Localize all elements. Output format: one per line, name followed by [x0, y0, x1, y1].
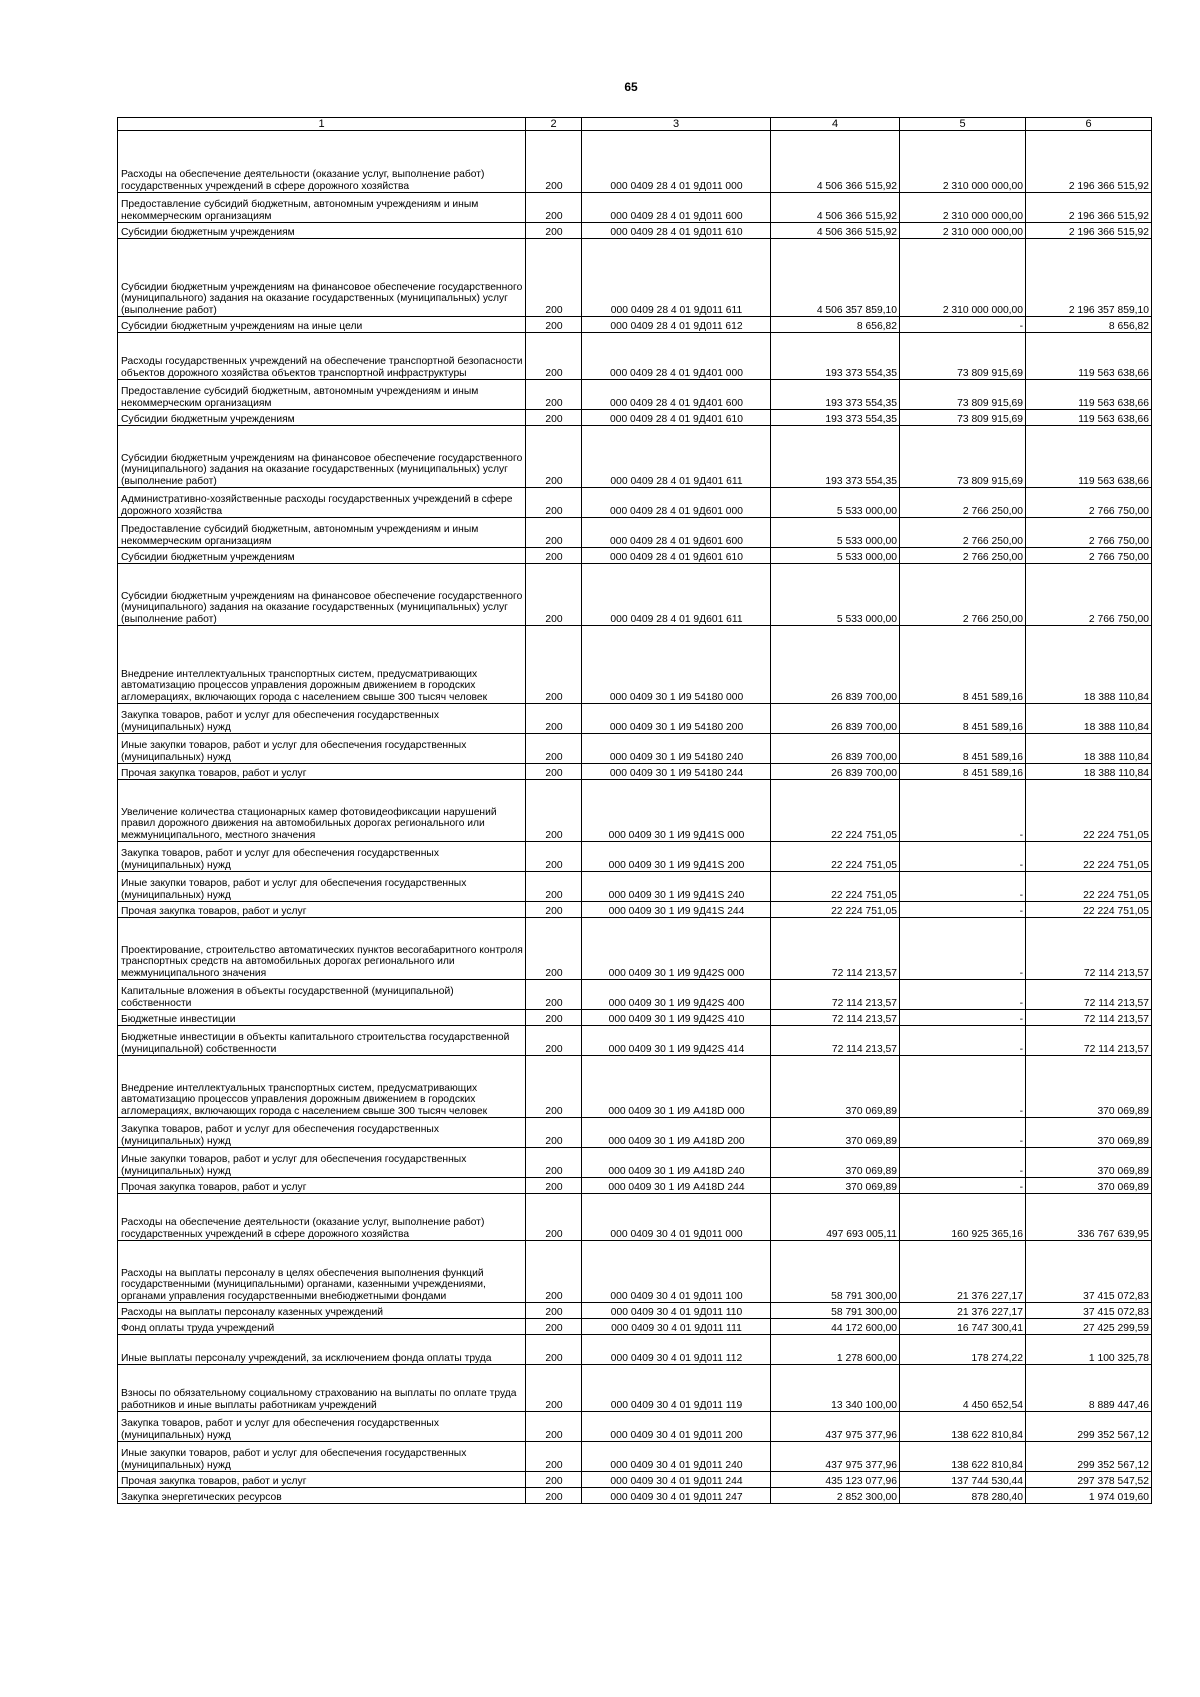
row-grbs-code: 200: [526, 780, 582, 842]
row-approved-amount: 497 693 005,11: [771, 1194, 900, 1241]
row-unexecuted-amount: 2 766 750,00: [1026, 564, 1152, 626]
table-row: [118, 1241, 1152, 1303]
row-approved-amount: 193 373 554,35: [771, 380, 900, 410]
row-name: Субсидии бюджетным учреждениям: [118, 548, 526, 564]
row-name: Иные закупки товаров, работ и услуг для обеспечения государственных (муниципальных) нужд: [118, 734, 526, 764]
table-row: [118, 918, 1152, 980]
row-unexecuted-amount: 119 563 638,66: [1026, 380, 1152, 410]
row-approved-amount: 72 114 213,57: [771, 1010, 900, 1026]
row-name: Капитальные вложения в объекты государственной (муниципальной) собственности: [118, 980, 526, 1010]
table-row: [118, 317, 1152, 333]
row-executed-amount: -: [900, 317, 1026, 333]
row-budget-classification-code: 000 0409 30 4 01 9Д011 100: [582, 1241, 771, 1303]
row-budget-classification-code: 000 0409 30 4 01 9Д011 240: [582, 1442, 771, 1472]
row-budget-classification-code: 000 0409 30 4 01 9Д011 119: [582, 1365, 771, 1412]
row-grbs-code: 200: [526, 918, 582, 980]
row-unexecuted-amount: 8 889 447,46: [1026, 1365, 1152, 1412]
row-unexecuted-amount: 37 415 072,83: [1026, 1303, 1152, 1319]
row-name: Субсидии бюджетным учреждениям на финансовое обеспечение государственного (муниципального) задания на оказание государственных (муниципальных) услуг (выполнение работ): [118, 426, 526, 488]
row-budget-classification-code: 000 0409 30 1 И9 9Д42S 000: [582, 918, 771, 980]
row-grbs-code: 200: [526, 1365, 582, 1412]
row-approved-amount: 13 340 100,00: [771, 1365, 900, 1412]
row-executed-amount: -: [900, 1118, 1026, 1148]
row-grbs-code: 200: [526, 1241, 582, 1303]
row-executed-amount: 73 809 915,69: [900, 426, 1026, 488]
row-name: Увеличение количества стационарных камер фотовидеофиксации нарушений правил дорожного движения на автомобильных дорогах регионального или межмуниципального, местного значения: [118, 780, 526, 842]
row-budget-classification-code: 000 0409 30 1 И9 54180 200: [582, 704, 771, 734]
row-grbs-code: 200: [526, 410, 582, 426]
table-row: [118, 1335, 1152, 1365]
row-executed-amount: 2 310 000 000,00: [900, 223, 1026, 239]
table-row: [118, 902, 1152, 918]
row-unexecuted-amount: 370 069,89: [1026, 1148, 1152, 1178]
row-grbs-code: 200: [526, 548, 582, 564]
row-unexecuted-amount: 72 114 213,57: [1026, 918, 1152, 980]
row-executed-amount: 2 310 000 000,00: [900, 239, 1026, 317]
row-approved-amount: 193 373 554,35: [771, 333, 900, 380]
row-grbs-code: 200: [526, 1194, 582, 1241]
row-executed-amount: 21 376 227,17: [900, 1241, 1026, 1303]
row-executed-amount: 2 310 000 000,00: [900, 193, 1026, 223]
row-approved-amount: 370 069,89: [771, 1148, 900, 1178]
row-grbs-code: 200: [526, 223, 582, 239]
table-row: [118, 1194, 1152, 1241]
row-unexecuted-amount: 370 069,89: [1026, 1178, 1152, 1194]
row-approved-amount: 44 172 600,00: [771, 1319, 900, 1335]
row-executed-amount: -: [900, 1010, 1026, 1026]
row-name: Прочая закупка товаров, работ и услуг: [118, 764, 526, 780]
table-row: [118, 780, 1152, 842]
row-budget-classification-code: 000 0409 30 4 01 9Д011 112: [582, 1335, 771, 1365]
table-row: [118, 1026, 1152, 1056]
row-name: Закупка товаров, работ и услуг для обеспечения государственных (муниципальных) нужд: [118, 1412, 526, 1442]
row-approved-amount: 1 278 600,00: [771, 1335, 900, 1365]
row-executed-amount: 8 451 589,16: [900, 626, 1026, 704]
row-name: Внедрение интеллектуальных транспортных систем, предусматривающих автоматизацию процессов управления дорожным движением в городских агломерациях, включающих города с населением свыше 300 тысяч человек: [118, 626, 526, 704]
row-unexecuted-amount: 1 974 019,60: [1026, 1488, 1152, 1504]
table-row: [118, 564, 1152, 626]
row-executed-amount: 878 280,40: [900, 1488, 1026, 1504]
row-budget-classification-code: 000 0409 30 1 И9 9Д41S 000: [582, 780, 771, 842]
row-grbs-code: 200: [526, 1472, 582, 1488]
table-row: [118, 1319, 1152, 1335]
table-row: [118, 842, 1152, 872]
row-executed-amount: -: [900, 872, 1026, 902]
row-approved-amount: 22 224 751,05: [771, 780, 900, 842]
row-name: Закупка энергетических ресурсов: [118, 1488, 526, 1504]
row-name: Субсидии бюджетным учреждениям: [118, 223, 526, 239]
row-name: Иные выплаты персоналу учреждений, за исключением фонда оплаты труда: [118, 1335, 526, 1365]
row-unexecuted-amount: 370 069,89: [1026, 1056, 1152, 1118]
row-budget-classification-code: 000 0409 28 4 01 9Д601 600: [582, 518, 771, 548]
row-budget-classification-code: 000 0409 30 1 И9 54180 240: [582, 734, 771, 764]
row-name: Расходы на выплаты персоналу казенных учреждений: [118, 1303, 526, 1319]
row-grbs-code: 200: [526, 193, 582, 223]
table-row: [118, 1010, 1152, 1026]
row-unexecuted-amount: 297 378 547,52: [1026, 1472, 1152, 1488]
row-budget-classification-code: 000 0409 30 1 И9 9Д42S 400: [582, 980, 771, 1010]
table-row: [118, 626, 1152, 704]
row-name: Закупка товаров, работ и услуг для обеспечения государственных (муниципальных) нужд: [118, 842, 526, 872]
column-header: 1: [118, 118, 526, 131]
row-grbs-code: 200: [526, 518, 582, 548]
row-name: Закупка товаров, работ и услуг для обеспечения государственных (муниципальных) нужд: [118, 704, 526, 734]
row-name: Субсидии бюджетным учреждениям на финансовое обеспечение государственного (муниципального) задания на оказание государственных (муниципальных) услуг (выполнение работ): [118, 564, 526, 626]
row-grbs-code: 200: [526, 1303, 582, 1319]
table-row: [118, 426, 1152, 488]
row-budget-classification-code: 000 0409 28 4 01 9Д601 000: [582, 488, 771, 518]
row-grbs-code: 200: [526, 317, 582, 333]
row-grbs-code: 200: [526, 902, 582, 918]
row-unexecuted-amount: 2 766 750,00: [1026, 548, 1152, 564]
row-name: Взносы по обязательному социальному страхованию на выплаты по оплате труда работников и иные выплаты работникам учреждений: [118, 1365, 526, 1412]
row-executed-amount: 160 925 365,16: [900, 1194, 1026, 1241]
row-executed-amount: 178 274,22: [900, 1335, 1026, 1365]
row-budget-classification-code: 000 0409 28 4 01 9Д401 610: [582, 410, 771, 426]
row-name: Иные закупки товаров, работ и услуг для обеспечения государственных (муниципальных) нужд: [118, 1148, 526, 1178]
row-unexecuted-amount: 2 766 750,00: [1026, 518, 1152, 548]
row-budget-classification-code: 000 0409 28 4 01 9Д601 611: [582, 564, 771, 626]
row-unexecuted-amount: 27 425 299,59: [1026, 1319, 1152, 1335]
table-row: [118, 704, 1152, 734]
table-row: [118, 518, 1152, 548]
row-grbs-code: 200: [526, 131, 582, 193]
row-unexecuted-amount: 22 224 751,05: [1026, 842, 1152, 872]
row-budget-classification-code: 000 0409 30 4 01 9Д011 110: [582, 1303, 771, 1319]
row-budget-classification-code: 000 0409 30 1 И9 А418D 244: [582, 1178, 771, 1194]
row-executed-amount: -: [900, 1148, 1026, 1178]
row-executed-amount: 8 451 589,16: [900, 734, 1026, 764]
row-budget-classification-code: 000 0409 30 4 01 9Д011 000: [582, 1194, 771, 1241]
column-header: 2: [526, 118, 582, 131]
row-approved-amount: 72 114 213,57: [771, 980, 900, 1010]
table-row: [118, 131, 1152, 193]
row-executed-amount: 8 451 589,16: [900, 764, 1026, 780]
row-unexecuted-amount: 22 224 751,05: [1026, 902, 1152, 918]
row-grbs-code: 200: [526, 1118, 582, 1148]
row-approved-amount: 5 533 000,00: [771, 518, 900, 548]
table-row: [118, 1148, 1152, 1178]
row-grbs-code: 200: [526, 1178, 582, 1194]
row-executed-amount: 2 766 250,00: [900, 488, 1026, 518]
row-name: Прочая закупка товаров, работ и услуг: [118, 902, 526, 918]
row-name: Закупка товаров, работ и услуг для обеспечения государственных (муниципальных) нужд: [118, 1118, 526, 1148]
table-row: [118, 1488, 1152, 1504]
table-header-row: [118, 118, 1152, 131]
row-unexecuted-amount: 22 224 751,05: [1026, 780, 1152, 842]
table-row: [118, 980, 1152, 1010]
row-grbs-code: 200: [526, 488, 582, 518]
row-unexecuted-amount: 2 196 366 515,92: [1026, 131, 1152, 193]
table-row: [118, 410, 1152, 426]
row-approved-amount: 193 373 554,35: [771, 426, 900, 488]
row-unexecuted-amount: 2 196 357 859,10: [1026, 239, 1152, 317]
row-unexecuted-amount: 72 114 213,57: [1026, 1026, 1152, 1056]
row-budget-classification-code: 000 0409 30 1 И9 54180 244: [582, 764, 771, 780]
row-unexecuted-amount: 22 224 751,05: [1026, 872, 1152, 902]
row-name: Проектирование, строительство автоматических пунктов весогабаритного контроля транспортных средств на автомобильных дорогах регионального или межмуниципального значения: [118, 918, 526, 980]
row-budget-classification-code: 000 0409 30 4 01 9Д011 200: [582, 1412, 771, 1442]
row-grbs-code: 200: [526, 842, 582, 872]
row-executed-amount: -: [900, 1056, 1026, 1118]
row-name: Бюджетные инвестиции в объекты капитального строительства государственной (муниципальной) собственности: [118, 1026, 526, 1056]
row-approved-amount: 5 533 000,00: [771, 564, 900, 626]
row-name: Фонд оплаты труда учреждений: [118, 1319, 526, 1335]
row-executed-amount: 73 809 915,69: [900, 410, 1026, 426]
row-budget-classification-code: 000 0409 30 4 01 9Д011 111: [582, 1319, 771, 1335]
row-name: Бюджетные инвестиции: [118, 1010, 526, 1026]
row-budget-classification-code: 000 0409 30 1 И9 9Д42S 410: [582, 1010, 771, 1026]
table-row: [118, 1365, 1152, 1412]
row-grbs-code: 200: [526, 1488, 582, 1504]
row-budget-classification-code: 000 0409 30 1 И9 А418D 240: [582, 1148, 771, 1178]
row-executed-amount: 73 809 915,69: [900, 380, 1026, 410]
row-budget-classification-code: 000 0409 28 4 01 9Д011 600: [582, 193, 771, 223]
row-executed-amount: 2 766 250,00: [900, 518, 1026, 548]
row-grbs-code: 200: [526, 1442, 582, 1472]
table-row: [118, 764, 1152, 780]
row-name: Предоставление субсидий бюджетным, автономным учреждениям и иным некоммерческим организациям: [118, 518, 526, 548]
row-budget-classification-code: 000 0409 30 4 01 9Д011 247: [582, 1488, 771, 1504]
row-approved-amount: 58 791 300,00: [771, 1241, 900, 1303]
row-unexecuted-amount: 2 766 750,00: [1026, 488, 1152, 518]
row-name: Субсидии бюджетным учреждениям на иные цели: [118, 317, 526, 333]
row-grbs-code: 200: [526, 872, 582, 902]
row-executed-amount: 21 376 227,17: [900, 1303, 1026, 1319]
row-unexecuted-amount: 119 563 638,66: [1026, 333, 1152, 380]
row-executed-amount: -: [900, 1026, 1026, 1056]
row-budget-classification-code: 000 0409 28 4 01 9Д401 600: [582, 380, 771, 410]
row-approved-amount: 2 852 300,00: [771, 1488, 900, 1504]
row-unexecuted-amount: 8 656,82: [1026, 317, 1152, 333]
row-budget-classification-code: 000 0409 28 4 01 9Д011 610: [582, 223, 771, 239]
page-number: 65: [624, 80, 638, 94]
table-row: [118, 488, 1152, 518]
row-grbs-code: 200: [526, 1148, 582, 1178]
column-header: 5: [900, 118, 1026, 131]
row-executed-amount: 2 766 250,00: [900, 548, 1026, 564]
table-row: [118, 1412, 1152, 1442]
row-approved-amount: 4 506 357 859,10: [771, 239, 900, 317]
row-approved-amount: 26 839 700,00: [771, 764, 900, 780]
row-name: Расходы на выплаты персоналу в целях обеспечения выполнения функций государственными (муниципальными) органами, казенными учреждениями, органами управления государственными внебюджетными фондами: [118, 1241, 526, 1303]
row-budget-classification-code: 000 0409 28 4 01 9Д011 000: [582, 131, 771, 193]
column-header: 3: [582, 118, 771, 131]
row-budget-classification-code: 000 0409 28 4 01 9Д601 610: [582, 548, 771, 564]
row-grbs-code: 200: [526, 764, 582, 780]
row-approved-amount: 26 839 700,00: [771, 734, 900, 764]
row-unexecuted-amount: 119 563 638,66: [1026, 410, 1152, 426]
row-grbs-code: 200: [526, 1010, 582, 1026]
column-header: 4: [771, 118, 900, 131]
row-name: Расходы государственных учреждений на обеспечение транспортной безопасности объектов дорожного хозяйства объектов транспортной инфраструктуры: [118, 333, 526, 380]
row-approved-amount: 22 224 751,05: [771, 902, 900, 918]
row-grbs-code: 200: [526, 239, 582, 317]
row-approved-amount: 26 839 700,00: [771, 626, 900, 704]
row-name: Расходы на обеспечение деятельности (оказание услуг, выполнение работ) государственных учреждений в сфере дорожного хозяйства: [118, 1194, 526, 1241]
row-approved-amount: 58 791 300,00: [771, 1303, 900, 1319]
row-budget-classification-code: 000 0409 30 1 И9 54180 000: [582, 626, 771, 704]
row-unexecuted-amount: 18 388 110,84: [1026, 704, 1152, 734]
table-row: [118, 223, 1152, 239]
row-executed-amount: 8 451 589,16: [900, 704, 1026, 734]
row-name: Предоставление субсидий бюджетным, автономным учреждениям и иным некоммерческим организациям: [118, 193, 526, 223]
table-row: [118, 1442, 1152, 1472]
row-budget-classification-code: 000 0409 30 4 01 9Д011 244: [582, 1472, 771, 1488]
row-grbs-code: 200: [526, 704, 582, 734]
row-budget-classification-code: 000 0409 30 1 И9 9Д42S 414: [582, 1026, 771, 1056]
row-name: Административно-хозяйственные расходы государственных учреждений в сфере дорожного хозяйства: [118, 488, 526, 518]
row-approved-amount: 370 069,89: [771, 1178, 900, 1194]
row-approved-amount: 8 656,82: [771, 317, 900, 333]
row-budget-classification-code: 000 0409 30 1 И9 9Д41S 244: [582, 902, 771, 918]
row-grbs-code: 200: [526, 426, 582, 488]
row-name: Расходы на обеспечение деятельности (оказание услуг, выполнение работ) государственных учреждений в сфере дорожного хозяйства: [118, 131, 526, 193]
row-approved-amount: 5 533 000,00: [771, 548, 900, 564]
row-executed-amount: 2 766 250,00: [900, 564, 1026, 626]
row-executed-amount: 73 809 915,69: [900, 333, 1026, 380]
row-unexecuted-amount: 18 388 110,84: [1026, 734, 1152, 764]
table-row: [118, 1178, 1152, 1194]
row-approved-amount: 72 114 213,57: [771, 918, 900, 980]
table-row: [118, 193, 1152, 223]
row-approved-amount: 22 224 751,05: [771, 872, 900, 902]
row-budget-classification-code: 000 0409 28 4 01 9Д401 611: [582, 426, 771, 488]
table-row: [118, 380, 1152, 410]
table-row: [118, 1118, 1152, 1148]
row-approved-amount: 435 123 077,96: [771, 1472, 900, 1488]
table-row: [118, 1056, 1152, 1118]
row-budget-classification-code: 000 0409 30 1 И9 А418D 200: [582, 1118, 771, 1148]
row-grbs-code: 200: [526, 1319, 582, 1335]
row-grbs-code: 200: [526, 734, 582, 764]
row-executed-amount: 137 744 530,44: [900, 1472, 1026, 1488]
row-name: Внедрение интеллектуальных транспортных систем, предусматривающих автоматизацию процессов управления дорожным движением в городских агломерациях, включающих города с населением свыше 300 тысяч человек: [118, 1056, 526, 1118]
row-name: Иные закупки товаров, работ и услуг для обеспечения государственных (муниципальных) нужд: [118, 872, 526, 902]
row-grbs-code: 200: [526, 1412, 582, 1442]
row-executed-amount: -: [900, 980, 1026, 1010]
row-approved-amount: 72 114 213,57: [771, 1026, 900, 1056]
row-unexecuted-amount: 370 069,89: [1026, 1118, 1152, 1148]
row-name: Прочая закупка товаров, работ и услуг: [118, 1472, 526, 1488]
row-approved-amount: 4 506 366 515,92: [771, 193, 900, 223]
row-approved-amount: 26 839 700,00: [771, 704, 900, 734]
row-unexecuted-amount: 72 114 213,57: [1026, 1010, 1152, 1026]
row-budget-classification-code: 000 0409 30 1 И9 9Д41S 240: [582, 872, 771, 902]
row-budget-classification-code: 000 0409 30 1 И9 А418D 000: [582, 1056, 771, 1118]
row-executed-amount: 16 747 300,41: [900, 1319, 1026, 1335]
table-row: [118, 872, 1152, 902]
row-name: Иные закупки товаров, работ и услуг для обеспечения государственных (муниципальных) нужд: [118, 1442, 526, 1472]
row-executed-amount: 138 622 810,84: [900, 1442, 1026, 1472]
row-unexecuted-amount: 18 388 110,84: [1026, 626, 1152, 704]
row-grbs-code: 200: [526, 1056, 582, 1118]
row-unexecuted-amount: 336 767 639,95: [1026, 1194, 1152, 1241]
row-executed-amount: -: [900, 902, 1026, 918]
row-name: Прочая закупка товаров, работ и услуг: [118, 1178, 526, 1194]
row-executed-amount: 4 450 652,54: [900, 1365, 1026, 1412]
row-executed-amount: -: [900, 780, 1026, 842]
row-approved-amount: 5 533 000,00: [771, 488, 900, 518]
row-grbs-code: 200: [526, 380, 582, 410]
row-approved-amount: 4 506 366 515,92: [771, 223, 900, 239]
row-unexecuted-amount: 72 114 213,57: [1026, 980, 1152, 1010]
row-approved-amount: 193 373 554,35: [771, 410, 900, 426]
table-row: [118, 1303, 1152, 1319]
row-budget-classification-code: 000 0409 28 4 01 9Д011 612: [582, 317, 771, 333]
row-grbs-code: 200: [526, 626, 582, 704]
row-executed-amount: -: [900, 918, 1026, 980]
row-approved-amount: 22 224 751,05: [771, 842, 900, 872]
row-executed-amount: 138 622 810,84: [900, 1412, 1026, 1442]
row-unexecuted-amount: 2 196 366 515,92: [1026, 193, 1152, 223]
row-unexecuted-amount: 18 388 110,84: [1026, 764, 1152, 780]
row-unexecuted-amount: 37 415 072,83: [1026, 1241, 1152, 1303]
row-approved-amount: 4 506 366 515,92: [771, 131, 900, 193]
row-grbs-code: 200: [526, 1026, 582, 1056]
row-name: Предоставление субсидий бюджетным, автономным учреждениям и иным некоммерческим организациям: [118, 380, 526, 410]
row-unexecuted-amount: 119 563 638,66: [1026, 426, 1152, 488]
table-row: [118, 548, 1152, 564]
row-executed-amount: -: [900, 842, 1026, 872]
row-name: Субсидии бюджетным учреждениям на финансовое обеспечение государственного (муниципального) задания на оказание государственных (муниципальных) услуг (выполнение работ): [118, 239, 526, 317]
column-header: 6: [1026, 118, 1152, 131]
row-approved-amount: 370 069,89: [771, 1118, 900, 1148]
row-unexecuted-amount: 2 196 366 515,92: [1026, 223, 1152, 239]
row-grbs-code: 200: [526, 980, 582, 1010]
row-grbs-code: 200: [526, 1335, 582, 1365]
table-row: [118, 734, 1152, 764]
row-unexecuted-amount: 299 352 567,12: [1026, 1442, 1152, 1472]
row-approved-amount: 437 975 377,96: [771, 1412, 900, 1442]
row-unexecuted-amount: 299 352 567,12: [1026, 1412, 1152, 1442]
table-row: [118, 1472, 1152, 1488]
row-unexecuted-amount: 1 100 325,78: [1026, 1335, 1152, 1365]
table-row: [118, 333, 1152, 380]
row-name: Субсидии бюджетным учреждениям: [118, 410, 526, 426]
row-budget-classification-code: 000 0409 30 1 И9 9Д41S 200: [582, 842, 771, 872]
row-executed-amount: 2 310 000 000,00: [900, 131, 1026, 193]
row-budget-classification-code: 000 0409 28 4 01 9Д401 000: [582, 333, 771, 380]
table-row: [118, 239, 1152, 317]
row-grbs-code: 200: [526, 564, 582, 626]
row-approved-amount: 437 975 377,96: [771, 1442, 900, 1472]
row-budget-classification-code: 000 0409 28 4 01 9Д011 611: [582, 239, 771, 317]
budget-execution-table: [117, 117, 1152, 1504]
row-grbs-code: 200: [526, 333, 582, 380]
row-approved-amount: 370 069,89: [771, 1056, 900, 1118]
row-executed-amount: -: [900, 1178, 1026, 1194]
